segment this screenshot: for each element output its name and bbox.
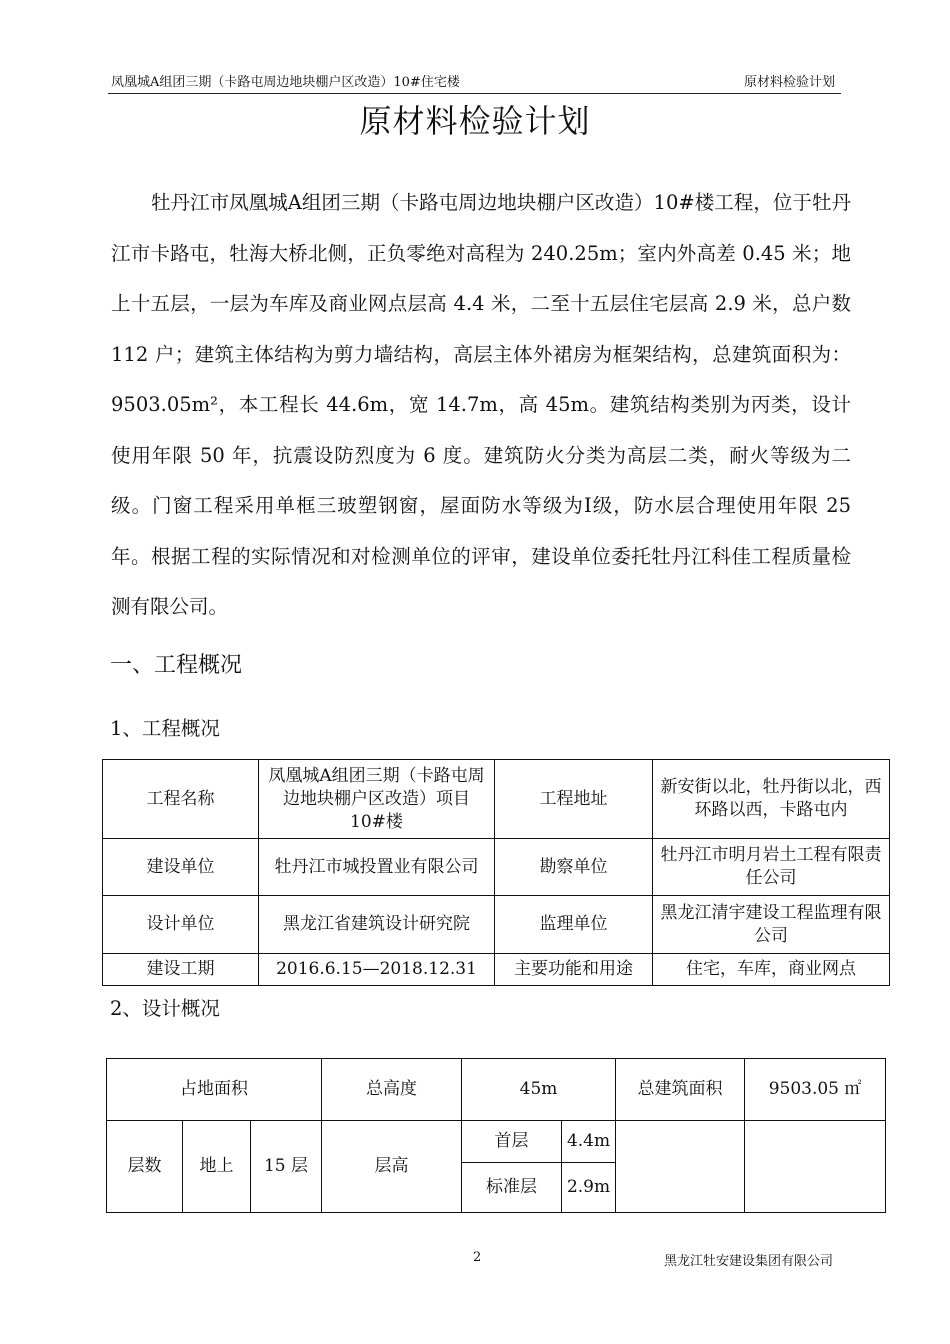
construction-period-value: 2016.6.15—2018.12.31 [259,954,495,986]
builder-label: 建设单位 [103,839,259,896]
first-floor-value: 4.4m [562,1121,616,1163]
project-address-label: 工程地址 [495,760,653,839]
survey-unit-value: 牡丹江市明月岩土工程有限责任公司 [653,839,890,896]
first-floor-label: 首层 [462,1121,562,1163]
survey-unit-label: 勘察单位 [495,839,653,896]
footer-company: 黑龙江牡安建设集团有限公司 [664,1254,834,1269]
above-ground-label: 地上 [183,1121,251,1213]
page-title: 原材料检验计划 [359,102,591,140]
section-heading: 一、工程概况 [110,653,243,678]
supervision-unit-value: 黑龙江清宇建设工程监理有限公司 [653,896,890,954]
project-address-value: 新安街以北，牡丹街以北，西环路以西，卡路屯内 [653,760,890,839]
total-height-label: 总高度 [322,1059,462,1121]
project-name-label: 工程名称 [103,760,259,839]
floor-height-label: 层高 [322,1121,462,1213]
main-function-value: 住宅，车库，商业网点 [653,954,890,986]
floors-label: 层数 [107,1121,183,1213]
intro-paragraph: 牡丹江市凤凰城A组团三期（卡路屯周边地块棚户区改造）10#楼工程，位于牡丹江市卡路屯，牡海大桥北侧，正负零绝对高程为 240.25m；室内外高差 0.45 米；地上十五层，一层为车库及商业网点层高 4.4 米，二至十五层住宅层高 2.9 米，总户数 112 户；建筑主体结构为剪力墙结构，高层主体外裙房为框架结构，总建筑面积为：9503.05m²，本工程长 44.6m，宽 14.7m，高 45m。建筑结构类别为丙类，设计使用年限 50 年，抗震设防烈度为 6 度。建筑防火分类为高层二类，耐火等级为二级。门窗工程采用单框三玻塑钢窗，屋面防水等级为Ⅰ级，防水层合理使用年限 25 年。根据工程的实际情况和对检测单位的评审，建设单位委托牡丹江科佳工程质量检测有限公司。 [111,191,851,618]
total-area-value: 9503.05 ㎡ [745,1059,886,1121]
design-overview-table [106,1058,886,1213]
total-height-value: 45m [462,1059,616,1121]
empty-cell-2 [745,1121,886,1213]
empty-cell-1 [616,1121,745,1213]
subsection-heading-overview: 1、工程概况 [110,717,220,740]
above-ground-value: 15 层 [251,1121,322,1213]
design-unit-label: 设计单位 [103,896,259,954]
construction-period-label: 建设工期 [103,954,259,986]
page-number: 2 [473,1250,482,1265]
standard-floor-value: 2.9m [562,1163,616,1213]
supervision-unit-label: 监理单位 [495,896,653,954]
project-overview-table [102,759,890,986]
project-name-value: 凤凰城A组团三期（卡路屯周边地块棚户区改造）项目 10#楼 [259,760,495,839]
design-unit-value: 黑龙江省建筑设计研究院 [259,896,495,954]
header-project-name: 凤凰城A组团三期（卡路屯周边地块棚户区改造）10#住宅楼 [111,75,460,90]
land-area-label: 占地面积 [107,1059,322,1121]
header-rule [108,93,841,94]
header-document-title: 原材料检验计划 [744,75,836,90]
standard-floor-label: 标准层 [462,1163,562,1213]
subsection-heading-design: 2、设计概况 [110,997,220,1020]
main-function-label: 主要功能和用途 [495,954,653,986]
builder-value: 牡丹江市城投置业有限公司 [259,839,495,896]
total-area-label: 总建筑面积 [616,1059,745,1121]
